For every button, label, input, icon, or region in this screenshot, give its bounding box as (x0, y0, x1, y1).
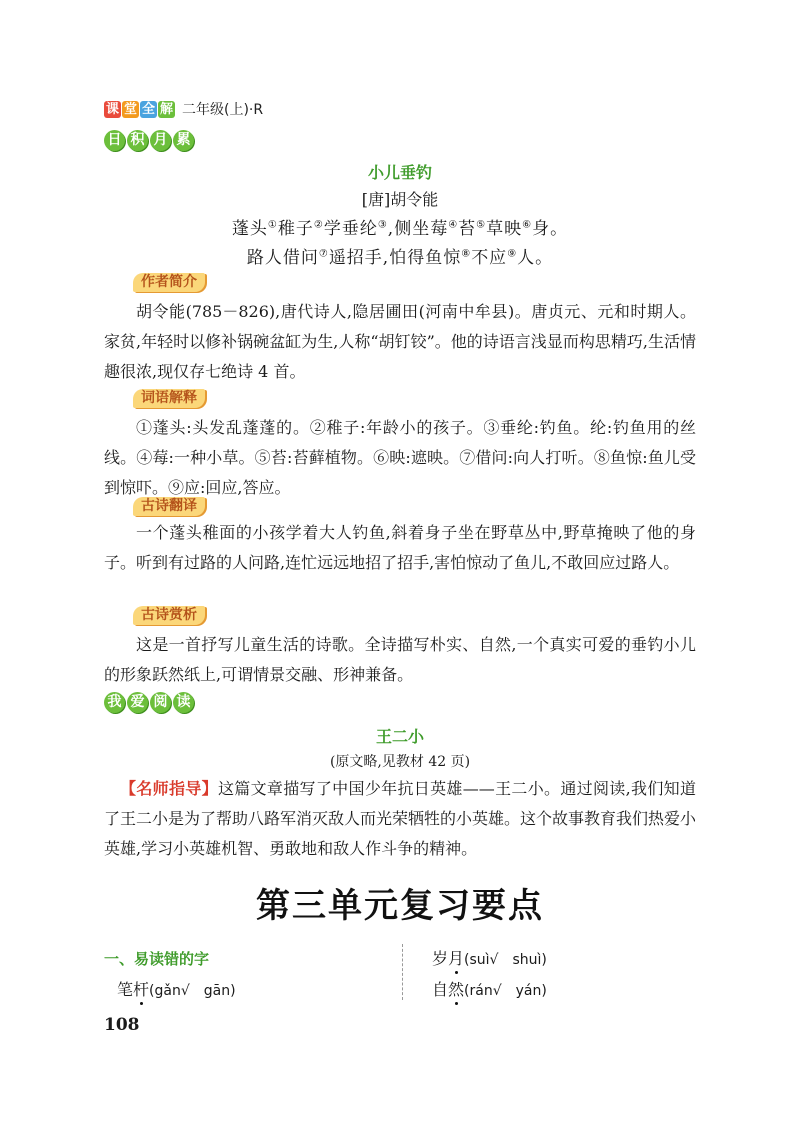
word-pinyin: (suì√ shuì) (464, 952, 547, 968)
footnote-marker: ⑨ (507, 248, 518, 260)
word-char: 岁 (432, 949, 449, 968)
appreciation-text: 这是一首抒写儿童生活的诗歌。全诗描写朴实、自然,一个真实可爱的垂钓小儿的形象跃然纸上,可谓情景交融、形神兼备。 (104, 635, 696, 684)
page-number: 108 (104, 1015, 140, 1035)
author-intro-text: 胡令能(785－826),唐代诗人,隐居圃田(河南中牟县)。唐贞元、元和时期人。家贫,年轻时以修补锅碗盆缸为生,人称“胡钉铰”。他的诗语言浅显而构思精巧,生活情趣很浓,现仅存七绝诗 4 首。 (104, 302, 696, 381)
word-char-dotted: 然 (448, 980, 465, 999)
footnote-marker: ⑦ (318, 248, 329, 260)
word-char: 自 (432, 980, 449, 999)
grade-label: 二年级(上)·R (182, 102, 264, 118)
footnote-marker: ⑤ (476, 219, 487, 231)
poem-text: 学垂纶 (323, 219, 378, 239)
badge-char: 爱 (127, 692, 148, 713)
footnote-marker: ⑧ (461, 248, 472, 260)
tag-author-intro: 作者简介 (133, 273, 205, 292)
section-badge-reading (104, 692, 196, 713)
brand-char: 课 (105, 101, 119, 117)
badge-char: 读 (173, 692, 194, 713)
review-heading: 一、易读错的字 (104, 950, 210, 968)
glossary-text: ①蓬头:头发乱蓬蓬的。②稚子:年龄小的孩子。③垂纶:钓鱼。纶:钓鱼用的丝线。④莓:一种小草。⑤苔:苔藓植物。⑥映:遮映。⑦借问:向人打听。⑧鱼惊:鱼儿受到惊吓。⑨应:回应,答应。 (104, 418, 696, 497)
poem-line-2 (0, 243, 800, 268)
review-word (432, 946, 547, 969)
poem-text: 人。 (517, 248, 554, 268)
poem-text: 苔 (458, 219, 477, 239)
word-char-dotted: 月 (448, 949, 465, 968)
reading-title: 王二小 (375, 727, 424, 746)
footnote-marker: ② (313, 219, 324, 231)
poem-title: 小儿垂钓 (367, 163, 432, 182)
brand-logo (104, 101, 176, 118)
column-divider (402, 944, 403, 1000)
footnote-marker: ⑥ (522, 219, 533, 231)
poem-text: 遥招手,怕得鱼惊 (328, 248, 462, 268)
poem-text: 草映 (486, 219, 523, 239)
word-pinyin: (rán√ yán) (464, 983, 547, 999)
section-badge-daily (104, 130, 196, 151)
footnote-marker: ④ (448, 219, 459, 231)
tag-glossary: 词语解释 (133, 389, 205, 408)
review-word (432, 977, 547, 1000)
tag-appreciation: 古诗赏析 (133, 606, 205, 625)
badge-char: 日 (104, 130, 125, 151)
teacher-guide (104, 774, 696, 864)
word-char-dotted: 杆 (133, 980, 150, 999)
word-pinyin: (gǎn√ gān) (149, 983, 236, 999)
word-char: 笔 (117, 980, 134, 999)
teacher-guide-label: 【名师指导】 (120, 779, 218, 798)
reading-note: (原文略,见教材 42 页) (329, 754, 471, 770)
poem-author: [唐]胡令能 (361, 190, 439, 209)
poem-text: 路人借问 (246, 248, 319, 268)
brand-char: 解 (159, 101, 173, 117)
poem-text: ,侧坐莓 (387, 219, 449, 239)
tag-translation: 古诗翻译 (133, 497, 205, 516)
footnote-marker: ③ (377, 219, 388, 231)
unit-review-title: 第三单元复习要点 (256, 886, 544, 926)
brand-char: 堂 (123, 101, 137, 117)
poem-line-1 (0, 214, 800, 239)
brand-char: 全 (141, 101, 155, 117)
badge-char: 月 (150, 130, 171, 151)
teacher-guide-text: 这篇文章描写了中国少年抗日英雄——王二小。通过阅读,我们知道了王二小是为了帮助八路军消灭敌人而光荣牺牲的小英雄。这个故事教育我们热爱小英雄,学习小英雄机智、勇敢地和敌人作斗争的精神。 (104, 779, 697, 858)
badge-char: 积 (127, 130, 148, 151)
badge-char: 阅 (150, 692, 171, 713)
badge-char: 我 (104, 692, 125, 713)
translation-text: 一个蓬头稚面的小孩学着大人钓鱼,斜着身子坐在野草丛中,野草掩映了他的身子。听到有过路的人问路,连忙远远地招了招手,害怕惊动了鱼儿,不敢回应过路人。 (104, 523, 696, 572)
poem-text: 蓬头 (231, 219, 268, 239)
review-word (117, 977, 236, 1000)
footnote-marker: ① (267, 219, 278, 231)
poem-text: 不应 (471, 248, 508, 268)
poem-text: 稚子 (277, 219, 314, 239)
badge-char: 累 (173, 130, 194, 151)
book-brand (104, 99, 263, 119)
poem-text: 身。 (532, 219, 569, 239)
